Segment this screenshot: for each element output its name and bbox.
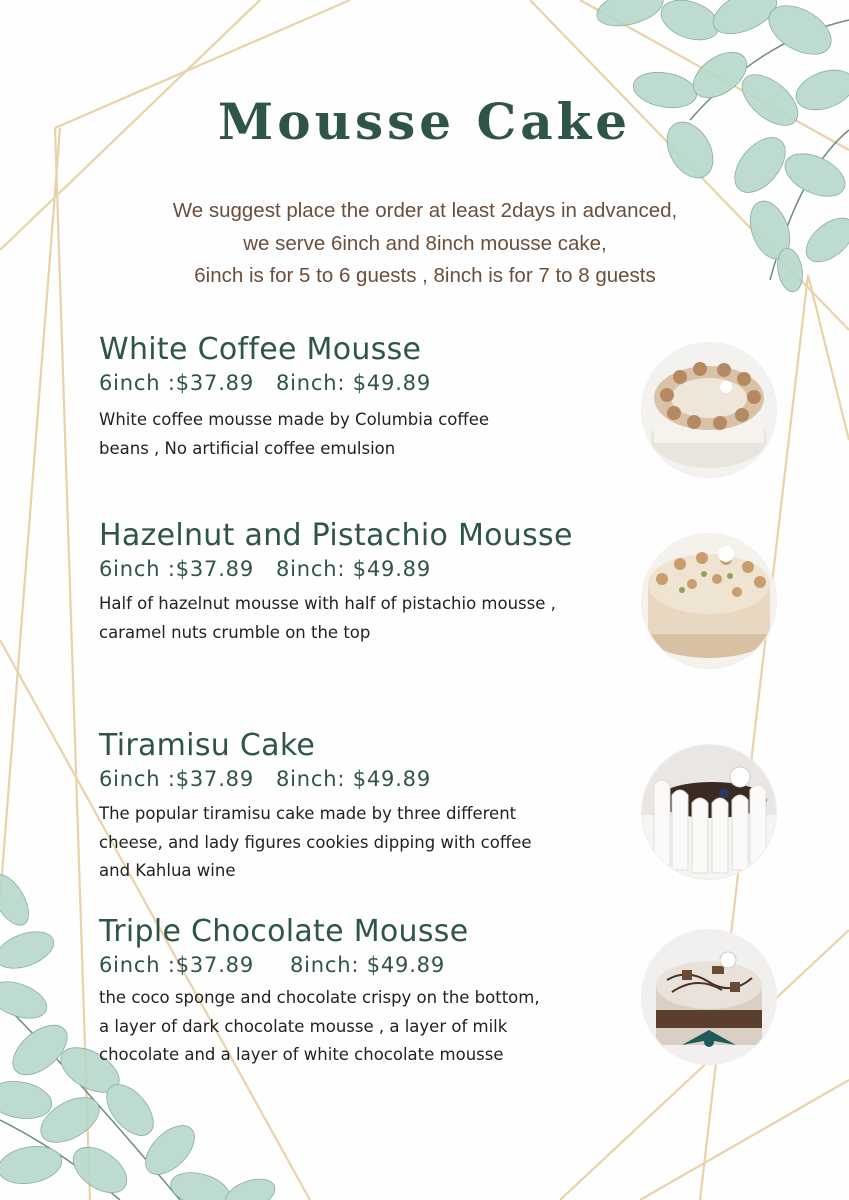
item-name: Hazelnut and Pistachio Mousse [99,518,573,553]
item-prices [99,764,639,794]
menu-item-hazelnut-pistachio-mousse [99,518,639,647]
menu-item-white-coffee-mousse [99,332,639,463]
tiramisu-cake-photo [642,745,776,879]
white-coffee-mousse-photo [642,343,776,477]
page-title: Mousse Cake [217,92,632,151]
price-8inch: 8inch: $49.89 [290,953,445,977]
hazelnut-pistachio-mousse-photo [642,534,776,668]
item-name: Tiramisu Cake [99,728,316,763]
price-8inch: 8inch: $49.89 [276,557,431,581]
item-name: Triple Chocolate Mousse [99,914,469,949]
order-notice-line: 6inch is for 5 to 6 guests , 8inch is for 7 to 8 guests [194,264,656,287]
price-6inch: 6inch :$37.89 [99,767,254,791]
item-prices [99,554,639,584]
menu-item-triple-chocolate-mousse [99,914,639,1070]
triple-chocolate-mousse-photo [642,930,776,1064]
item-description: Half of hazelnut mousse with half of pistachio mousse , caramel nuts crumble on the top [99,594,556,642]
order-notice-line: We suggest place the order at least 2days in advanced, [172,199,678,222]
order-notice [120,195,730,293]
price-6inch: 6inch :$37.89 [99,371,254,395]
item-description: White coffee mousse made by Columbia coffee beans , No artificial coffee emulsion [99,410,490,458]
item-description: The popular tiramisu cake made by three different cheese, and lady figures cookies dipping with coffee and Kahlua wine [99,804,532,880]
price-6inch: 6inch :$37.89 [99,557,254,581]
item-prices [99,950,639,980]
price-6inch: 6inch :$37.89 [99,953,254,977]
item-prices [99,368,639,398]
item-description: the coco sponge and chocolate crispy on the bottom, a layer of dark chocolate mousse , a layer of milk chocolate and a layer of white chocolate mousse [99,988,540,1064]
price-8inch: 8inch: $49.89 [276,371,431,395]
item-name: White Coffee Mousse [99,332,422,367]
order-notice-line: we serve 6inch and 8inch mousse cake, [243,231,607,255]
price-8inch: 8inch: $49.89 [276,767,431,791]
menu-item-tiramisu-cake [99,728,639,886]
